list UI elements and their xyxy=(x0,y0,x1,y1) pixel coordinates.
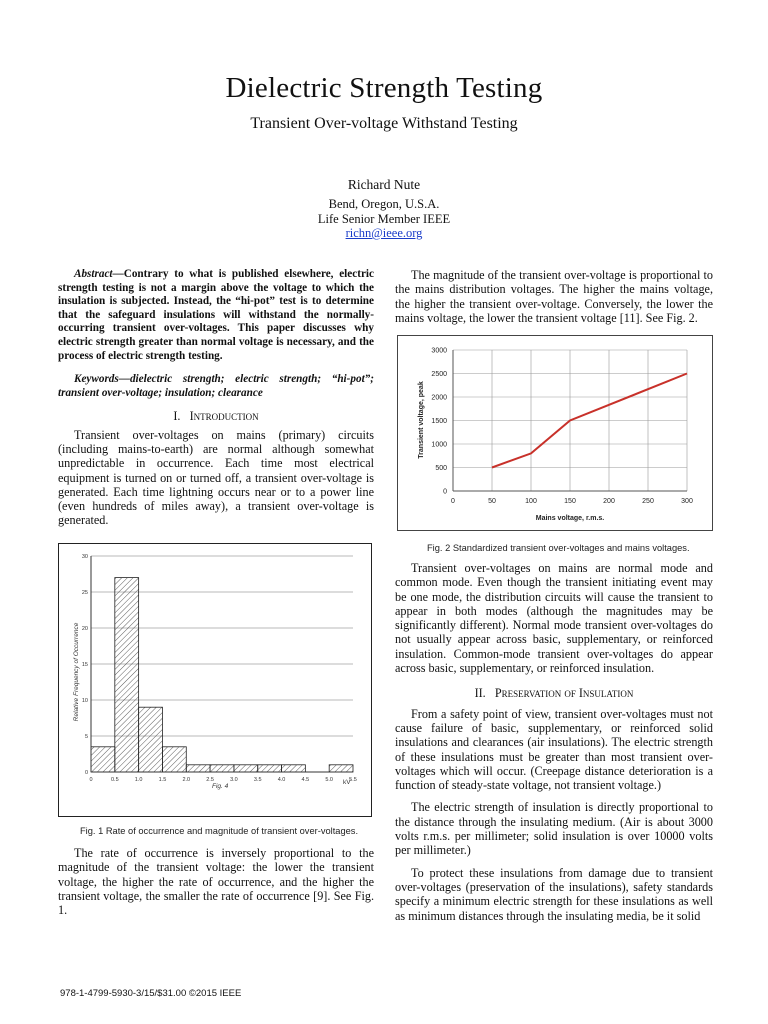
figure-1-y-tick-label: 30 xyxy=(81,554,88,560)
figure-1-bar xyxy=(282,765,306,772)
abstract xyxy=(58,268,374,363)
figure-1-x-tick-label: 0 xyxy=(89,777,93,783)
paragraph-intro: Transient over-voltages on mains (primary) circuits (including mains-to-earth) are normal although somewhat unpredictable in occurrence. Each time most electrical equipment is turned on or turned off, a transient over-voltage is generated. Each time lightning occurs near or to a power line (even hundreds of miles away), a transient over-voltage is generated. xyxy=(58,427,374,528)
paragraph-proportional: The electric strength of insulation is directly proportional to the distance through the insulating medium. (Air is about 3000 volts r.m.s. per millimeter; solid insulation is over 10000 volts per millimeter.) xyxy=(395,800,713,858)
figure-1-inner-label: Fig. 4 xyxy=(212,783,229,790)
paper-subtitle: Transient Over-voltage Withstand Testing xyxy=(250,115,518,132)
figure-1-y-tick-label: 0 xyxy=(84,770,88,776)
keywords-label: Keywords xyxy=(74,373,119,386)
figure-1-y-axis-label: Relative Frequency of Occurrence xyxy=(73,622,80,722)
figure-1-bar xyxy=(210,765,234,772)
figure-2-y-tick-label: 2000 xyxy=(431,394,447,402)
left-column xyxy=(58,268,374,528)
figure-2-x-tick-label: 150 xyxy=(564,498,576,505)
copyright-footer: 978-1-4799-5930-3/15/$31.00 ©2015 IEEE xyxy=(60,988,242,999)
figure-2-x-tick-label: 50 xyxy=(488,498,496,505)
section-number: II. xyxy=(474,686,486,701)
paragraph-magnitude: The magnitude of the transient over-voltage is proportional to the mains distribution voltages. The higher the mains voltage, the higher the transient over-voltage. Conversely, the lower the mains voltage, the lower the transient voltage [11]. See Fig. 2. xyxy=(395,268,713,325)
figure-1-x-tick-label: 4.5 xyxy=(301,777,310,783)
figure-2-y-tick-label: 0 xyxy=(443,488,447,496)
right-column-lower xyxy=(395,561,713,923)
left-column-lower xyxy=(58,846,374,917)
figure-1-bar xyxy=(115,578,139,772)
figure-1-x-tick-label: 5.5 xyxy=(349,777,357,783)
figure-1-y-tick-label: 25 xyxy=(81,590,88,596)
figure-1-x-tick-label: 3.0 xyxy=(230,777,238,783)
figure-1-x-tick-label: 2.0 xyxy=(182,777,191,783)
figure-1-bar xyxy=(186,765,210,772)
figure-1-bar xyxy=(91,747,115,772)
figure-1-y-tick-label: 10 xyxy=(81,698,88,704)
author-affiliation xyxy=(0,197,768,241)
paragraph-rate: The rate of occurrence is inversely proportional to the magnitude of the transient voltage: the lower the transient voltage, the higher the rate of occurrence, and the higher the transient voltage, the smaller the rate of occurrence [9]. See Fig. 1. xyxy=(58,846,374,918)
figure-2-y-tick-label: 500 xyxy=(435,465,447,472)
figure-1-bar xyxy=(258,765,282,772)
figure-1-x-tick-label: 3.5 xyxy=(253,777,262,783)
section-title: Introduction xyxy=(189,409,259,424)
figure-2-x-tick-label: 100 xyxy=(525,498,537,505)
figure-2-x-tick-label: 200 xyxy=(603,498,615,505)
author-membership: Life Senior Member IEEE xyxy=(317,211,451,226)
figure-1-x-axis-label: kV xyxy=(343,779,351,786)
figure-1 xyxy=(58,543,372,817)
figure-2-y-tick-label: 1500 xyxy=(431,418,447,425)
figure-1-x-tick-label: 1.0 xyxy=(134,777,143,783)
figure-1-bar xyxy=(329,765,353,772)
figure-2-x-tick-label: 300 xyxy=(681,498,693,505)
figure-2-x-tick-label: 250 xyxy=(642,498,654,505)
paper-title: Dielectric Strength Testing xyxy=(225,72,543,104)
figure-1-y-tick-label: 5 xyxy=(84,734,88,740)
section-title: Preservation of Insulation xyxy=(494,686,634,701)
figure-1-y-tick-label: 15 xyxy=(81,662,88,668)
figure-1-chart xyxy=(59,544,371,816)
figure-2-y-tick-label: 3000 xyxy=(431,347,447,355)
paragraph-modes: Transient over-voltages on mains are normal mode and common mode. Even though the transient initiating event may be one mode, the distribution circuits will cause the transient to appear in both modes (although the magnitudes may be significantly different). Normal mode transient over-voltages do not usually appear across basic, supplementary, or reinforced insulation. Common-mode transient over-voltages do appear across basic, supplementary, or reinforced insulation. xyxy=(395,561,713,676)
author-location: Bend, Oregon, U.S.A. xyxy=(328,197,440,211)
abstract-label: Abstract xyxy=(74,268,113,280)
figure-2-y-tick-label: 2500 xyxy=(431,371,447,378)
section-heading-preservation xyxy=(395,686,713,700)
figure-2 xyxy=(397,335,713,531)
figure-2-chart xyxy=(398,336,712,530)
figure-2-x-axis-label: Mains voltage, r.m.s. xyxy=(535,515,605,522)
figure-2-y-tick-label: 1000 xyxy=(431,441,447,449)
abstract-dash: — xyxy=(112,268,124,280)
figure-1-x-tick-label: 4.0 xyxy=(277,777,286,783)
figure-2-x-tick-label: 0 xyxy=(451,498,455,505)
figure-1-x-tick-label: 5.0 xyxy=(325,777,334,783)
figure-1-bar xyxy=(162,747,186,772)
abstract-text: Contrary to what is published elsewhere, electric strength testing is not a margin above the voltage to which the insulation is subjected. Instead, the “hi-pot” test is to determine that the safeguard insulations will withstand the normally-occurring transient over-voltages. This paper discusses why electric strength greater than normal voltage is necessary, and the process of electric strength testing. xyxy=(58,268,374,362)
paragraph-protect: To protect these insulations from damage due to transient over-voltages (preservation of the insulations), safety standards specify a minimum electric strength for these insulations as well as minimum distances through the insulating media, be it solid xyxy=(395,865,713,923)
author-email-link[interactable]: richn@ieee.org xyxy=(345,226,423,240)
figure-1-x-tick-label: 0.5 xyxy=(110,777,119,783)
keywords xyxy=(58,373,374,400)
figure-1-x-tick-label: 2.5 xyxy=(206,777,214,783)
figure-1-caption: Fig. 1 Rate of occurrence and magnitude of transient over-voltages. xyxy=(80,826,359,836)
figure-1-y-tick-label: 20 xyxy=(81,626,88,632)
keywords-text: —dielectric strength; electric strength; “hi-pot”; transient over-voltage; insulation; clearance xyxy=(58,373,374,399)
figure-1-x-tick-label: 1.5 xyxy=(158,777,167,783)
author-name: Richard Nute xyxy=(347,177,421,192)
right-column xyxy=(395,268,713,325)
figure-1-bar xyxy=(139,707,163,772)
figure-2-caption: Fig. 2 Standardized transient over-voltages and mains voltages. xyxy=(427,543,690,553)
figure-1-bar xyxy=(234,765,258,772)
section-number: I. xyxy=(173,409,181,424)
paragraph-safety: From a safety point of view, transient over-voltages must not cause failure of basic, supplementary, or reinforced solid insulations and clearances (air insulations). The electric strength of these insulations must be greater than most transient over-voltages which will occur. (Creepage distance deterioration is a function of steady-state voltage, not transient voltage.) xyxy=(395,706,713,793)
figure-2-y-axis-label: Transient voltage, peak xyxy=(418,381,425,459)
section-heading-introduction xyxy=(58,409,374,423)
